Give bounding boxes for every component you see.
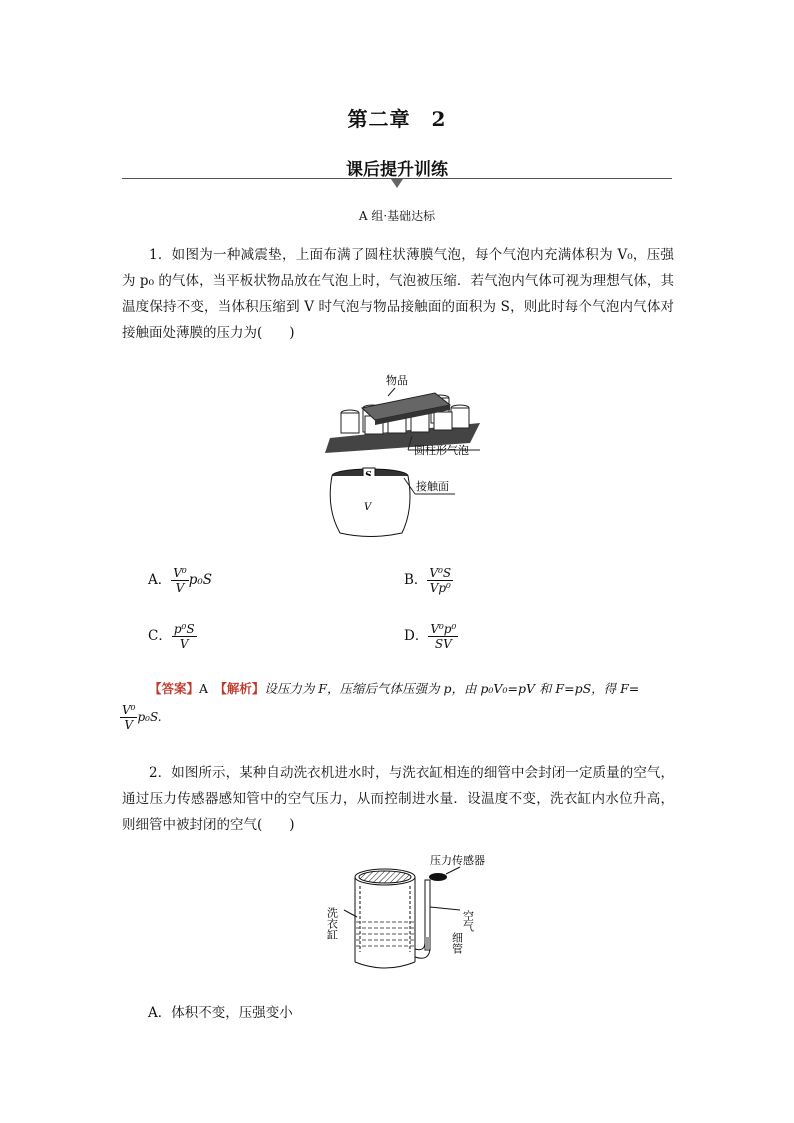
q1-answer-fraction: $\frac{\text{V⁰}}{V}$ p₀S. [122,703,162,732]
q1-choice-c: C． $\frac{\text{p⁰S}}{V}$ [148,622,195,651]
fig-label-air: 空气 [461,910,475,932]
group-heading: A 组·基础达标 [358,209,436,223]
q1-choice-a: A． $\frac{\text{V⁰}}{V}$ p₀S [148,566,213,595]
q1-choice-b: B． $\frac{\text{V⁰S}}{\text{Vp⁰}}$ [404,566,452,595]
question-2-text: 2．如图所示，某种自动洗衣机进水时，与洗衣缸相连的细管中会封闭一定质量的空气，通过压力传感器感知管中的空气压力，从而控制进水量．设温度不变，洗衣缸内水位升高，则细管中被封闭的空气( ) [122,765,674,833]
damping-pad-figure [320,368,490,543]
fig-label-item: 物品 [386,374,408,387]
q2-choice-a: A．体积不变，压强变小 [148,1005,293,1021]
fig-label-tube: 细管 [450,932,464,954]
fig-label-tub: 洗衣缸 [325,907,339,940]
fig-label-contact: 接触面 [416,480,449,493]
q1-choice-d: D． $\frac{\text{V⁰p⁰}}{SV}$ [404,622,457,651]
question-1-text: 1．如图为一种减震垫，上面布满了圆柱状薄膜气泡，每个气泡内充满体积为 V₀，压强为 p₀ 的气体，当平板状物品放在气泡上时，气泡被压缩．若气泡内气体可视为理想气体，其温度保持不变，当体积压缩到 V 时气泡与物品接触面的面积为 S，则此时每个气泡内气体对接触面处薄膜的压力为( ) [122,247,674,341]
fig-label-bubble: 圆柱形气泡 [414,444,469,457]
rule-marker-icon [391,179,403,188]
section-subtitle: 课后提升训练 [346,160,448,180]
fig-label-v: V [364,502,372,513]
q1-answer: 【答案】A 【解析】设压力为 F，压缩后气体压强为 p，由 p₀V₀=pV 和 F=pS，得 F= [149,681,640,696]
fig-label-sensor: 压力传感器 [430,854,485,867]
chapter-title: 第二章 2 [347,107,447,131]
washing-machine-figure [325,852,500,982]
